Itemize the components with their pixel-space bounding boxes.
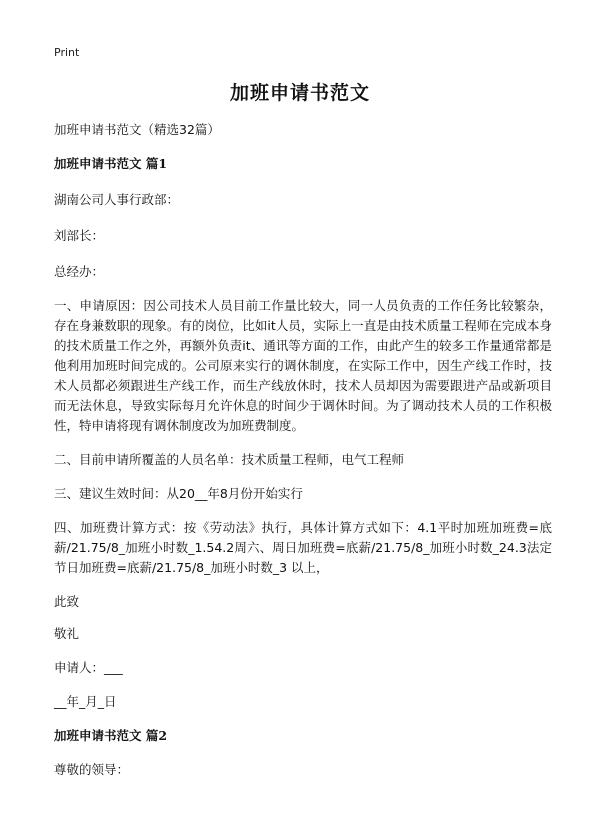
section-heading-2: 加班申请书范文 篇2 [54,728,168,743]
paragraph-reason: 一、申请原因：因公司技术人员目前工作量比较大，同一人员负责的工作任务比较繁杂，存在身兼数职的现象。有的岗位，比如it人员，实际上一直是由技术质量工程师在完成本身的技术质量工作之外，再额外负责it、通讯等方面的工作，由此产生的较多工作量通常都是他利用加班时间完成的。公司原来实行的调休制度，在实际工作中，因生产线工作时，技术人员都必须跟进生产线工作，而生产线放休时，技术人员却因为需要跟进产品或新项目而无法休息，导致实际每月允许休息的时间少于调休时间。为了调动技术人员的工作积极性，特申请将现有调休制度改为加班费制度。 [54,298,552,433]
salutation-manager: 刘部长： [54,228,105,243]
closing-line-1: 此致 [54,594,80,609]
document-body [54,120,552,780]
section-heading-1: 加班申请书范文 篇1 [54,156,168,171]
page-title: 加班申请书范文 [229,82,370,104]
document-subtitle: 加班申请书范文（精选32篇） [54,122,220,137]
applicant-line: 申请人：___ [54,660,123,675]
salutation-leader: 尊敬的领导： [54,762,130,777]
paragraph-calculation: 四、加班费计算方式：按《劳动法》执行，具体计算方式如下：4.1平时加班加班费=底薪/21.75/8_加班小时数_1.54.2周六、周日加班费=底薪/21.75/8_加班小时数_24.3法定节日加班费=底薪/21.75/8_加班小时数_3 以上， [54,520,552,575]
print-link[interactable]: Print [54,46,80,59]
paragraph-staff-list: 二、目前申请所覆盖的人员名单：技术质量工程师，电气工程师 [54,452,405,467]
salutation-office: 总经办： [54,264,105,279]
closing-line-2: 敬礼 [54,626,80,641]
date-line: __年_月_日 [54,694,117,709]
paragraph-effective-date: 三、建议生效时间：从20__年8月份开始实行 [54,486,303,501]
salutation-department: 湖南公司人事行政部： [54,192,180,207]
